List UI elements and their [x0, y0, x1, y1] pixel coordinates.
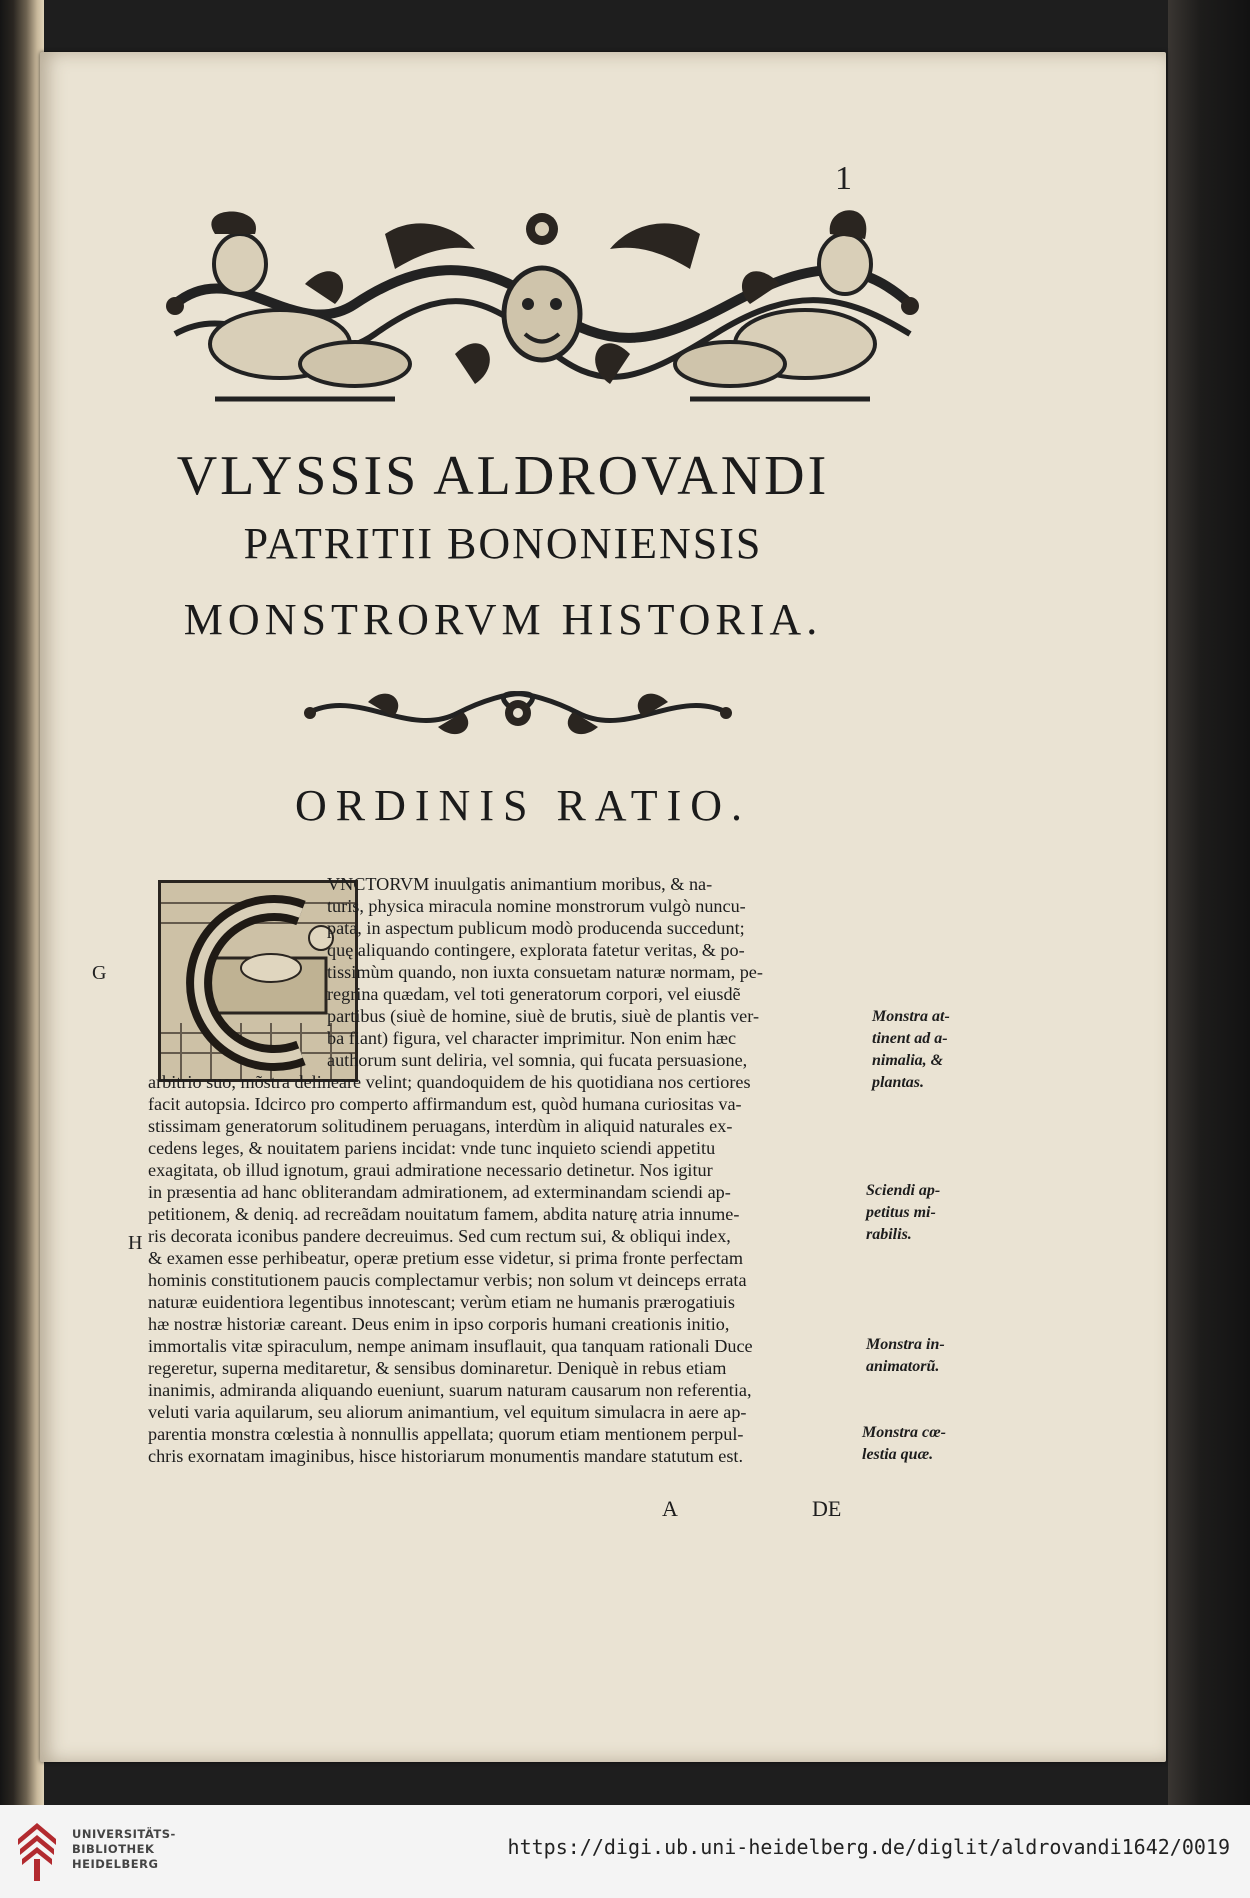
section-heading: ORDINIS RATIO.	[295, 781, 751, 830]
body-line: facit autopsia. Idcirco pro comperto affirmandum est, quòd humana curiositas va-	[148, 1094, 742, 1114]
margin-note: tinent ad a-	[872, 1030, 948, 1047]
library-name-line: BIBLIOTHEK	[72, 1842, 155, 1856]
body-line: ba fiant) figura, vel character imprimitur. Non enim hæc	[327, 1028, 737, 1048]
body-line: partibus (siuè de homine, siuè de brutis, siuè de plantis ver-	[327, 1006, 759, 1026]
body-line: naturæ euidentiora legentibus innotescant; verùm etiam ne humanis prærogatiuis	[148, 1292, 735, 1312]
source-url-link[interactable]: https://digi.ub.uni-heidelberg.de/diglit/aldrovandi1642/0019	[507, 1835, 1230, 1859]
margin-note: Monstra at-	[872, 1008, 950, 1025]
body-line: VNCTORVM inuulgatis animantium moribus, & na-	[327, 874, 713, 894]
title-line-work: MONSTRORVM HISTORIA.	[183, 595, 823, 644]
body-line: quę aliquando contingere, explorata fatetur veritas, & po-	[327, 940, 745, 960]
signature-mark: A	[662, 1496, 678, 1521]
title-line-author: VLYSSIS ALDROVANDI	[176, 445, 830, 507]
book-spine-edge	[0, 0, 44, 1805]
margin-note: rabilis.	[866, 1226, 912, 1243]
body-line: turis, physica miracula nomine monstrorum vulgò nuncu-	[327, 896, 746, 916]
floral-ornament-image	[298, 682, 738, 744]
margin-note: animatorũ.	[866, 1358, 940, 1375]
catchword: DE	[812, 1496, 842, 1521]
body-line: exagitata, ob illud ignotum, graui admiratione necessario detinetur. Nos igitur	[148, 1160, 713, 1180]
body-line: regrina quædam, vel toti generatorum corpori, vel eiusdẽ	[327, 984, 741, 1004]
body-line: ris decorata iconibus pandere decreuimus. Sed cum rectum sui, & obliqui index,	[148, 1226, 731, 1246]
body-line: immortalis vitæ spiraculum, nempe animam insuflauit, qua tanquam rationali Duce	[148, 1336, 753, 1356]
body-line: tissimùm quando, non iuxta consuetam naturæ normam, pe-	[327, 962, 763, 982]
margin-note: lestia quæ.	[862, 1446, 934, 1463]
body-line: hominis constitutionem paucis complectamur verbis; non solum vt deinceps errata	[148, 1270, 747, 1290]
body-line: hæ nostræ historiæ careant. Deus enim in ipso corporis humani creationis initio,	[148, 1314, 730, 1334]
library-name	[72, 1827, 176, 1872]
body-line: petitionem, & deniq. ad recreãdam nouitatum famem, abdita naturę atria innume-	[148, 1204, 740, 1224]
body-line: in præsentia ad hanc obliterandam admirationem, ad exterminandam sciendi ap-	[148, 1182, 731, 1202]
body-line: arbitrio suo, mõstra delineare velint; quandoquidem de his quotidiana nos certiores	[148, 1072, 751, 1092]
margin-note: plantas.	[872, 1074, 925, 1091]
margin-note: Monstra in-	[866, 1336, 945, 1353]
margin-note: nimalia, &	[872, 1052, 944, 1069]
body-line: & examen esse perhibeatur, operæ pretium esse videtur, si prima fronte perfectam	[148, 1248, 743, 1268]
library-name-line: UNIVERSITÄTS-	[72, 1827, 176, 1841]
margin-letter-h: H	[128, 1232, 143, 1254]
body-line: chris exornatam imaginibus, hisce historiarum monumentis mandare statutum est.	[148, 1446, 744, 1466]
scan-background-right	[1168, 0, 1250, 1805]
body-line: inanimis, admiranda aliquando eueniunt, suarum naturam causarum non referentia,	[148, 1380, 752, 1400]
library-name-line: HEIDELBERG	[72, 1857, 159, 1871]
margin-note: Sciendi ap-	[866, 1182, 941, 1199]
body-line: stissimam generatorum solitudinem peruagans, interdùm in aliquid naturales ex-	[148, 1116, 733, 1136]
margin-letter-g: G	[92, 962, 107, 984]
body-line: cedens leges, & nouitatem pariens incidat: vnde tunc inquieto sciendi appetitu	[148, 1138, 716, 1158]
body-line: authorum sunt deliria, vel somnia, qui fucata persuasione,	[327, 1050, 748, 1070]
body-line: pata, in aspectum publicum modò producenda succedunt;	[327, 918, 745, 938]
viewer-footer	[0, 1805, 1250, 1898]
body-line: regeretur, superna meditaretur, & sensibus dominaretur. Deniquè in rebus etiam	[148, 1358, 727, 1378]
body-line: veluti varia aquilarum, seu aliorum animantium, vel equitum simulacra in aere ap-	[148, 1402, 747, 1422]
margin-note: Monstra cœ-	[862, 1424, 947, 1441]
library-logo-icon	[14, 1819, 60, 1883]
title-line-origin: PATRITII BONONIENSIS	[243, 519, 763, 568]
book-page	[40, 52, 1166, 1762]
body-line: parentia monstra cœlestia à nonnullis appellata; quorum etiam mentionem perpul-	[148, 1424, 744, 1444]
margin-note: petitus mi-	[866, 1204, 936, 1221]
page-number: 1	[835, 160, 852, 197]
woodcut-headpiece-image	[155, 194, 930, 426]
